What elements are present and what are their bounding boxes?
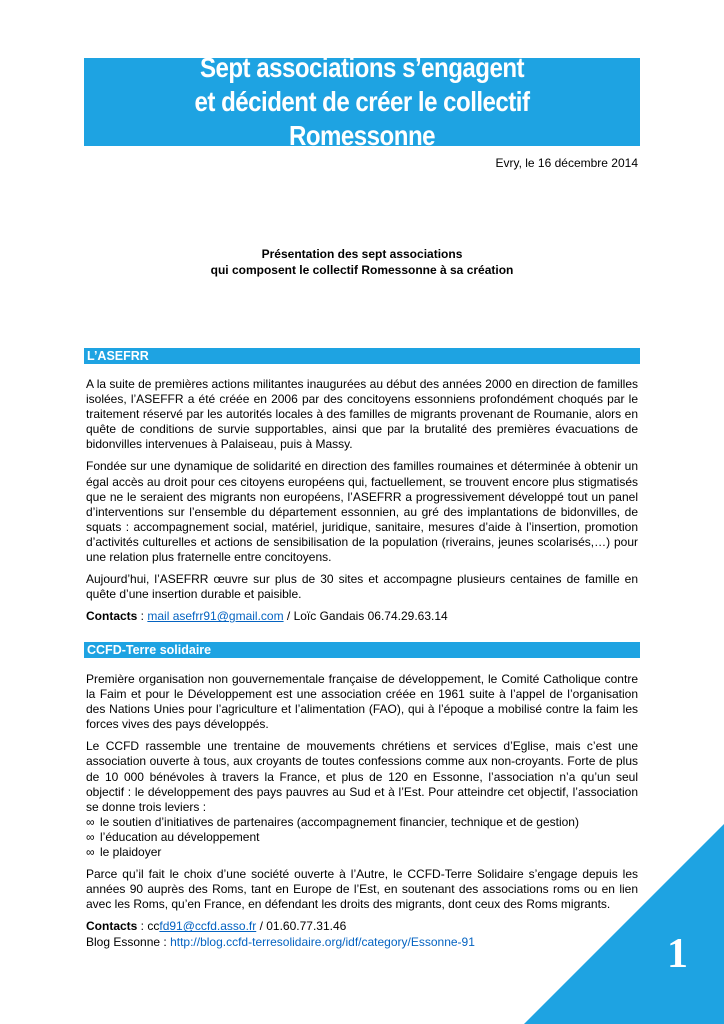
intro-heading [84, 246, 640, 278]
paragraph: Fondée sur une dynamique de solidarité en direction des familles roumaines et déterminée à obtenir un égal accès au droit pour ces citoyens européens qui, factuellement, se trouvent encore plus stigmatisés que ne le seraient des migrants non européens, l’ASEFRR a progressivement développé tout un panel d’interventions sur l’ensemble du département essonnien, au gré des implantations de bidonvilles, de squats : accompagnement social, matériel, juridique, sanitaire, mesures d’aide à l’insertion, promotion d’activités culturelles et actions de sensibilisation de la population (riverains, jeunes scolarisés,…) pour une relation plus fraternelle entre concitoyens. [86, 459, 638, 565]
list-item: ∞ le soutien d’initiatives de partenaires (accompagnement financier, technique et de gestion) [86, 814, 579, 829]
infinity-bullet-icon: ∞ [86, 829, 95, 844]
infinity-bullet-icon: ∞ [86, 845, 95, 860]
contacts-label: Contacts [86, 919, 138, 934]
section-body-asefrr [86, 377, 638, 631]
title-banner [84, 52, 640, 151]
document-date: Evry, le 16 décembre 2014 [495, 156, 638, 170]
title-line-2: et décident de créer le collectif Romessonne [194, 86, 530, 151]
paragraph: Aujourd’hui, l’ASEFRR œuvre sur plus de 30 sites et accompagne plusieurs centaines de famille en quête d’une insertion durable et paisible. [86, 572, 638, 602]
paragraph: Le CCFD rassemble une trentaine de mouvements chrétiens et services d’Eglise, mais c’est une association ouverte à tous, aux croyants de toutes confessions comme aux non-croyants. Forte de plus de 10 000 bénévoles à travers la France, et plus de 120 en Essonne, l’association n’a qu’un seul objectif : le développement des pays pauvres au Sud et à l’Est. Pour atteindre cet objectif, l’association se donne trois leviers : [86, 739, 638, 814]
email-link[interactable]: mail asefrr91@gmail.com [147, 609, 284, 624]
paragraph: Première organisation non gouvernementale française de développement, le Comité Catholique contre la Faim et pour le Développement est une association créée en 1961 suite à l’appel de l’organisation des Nations Unies pour l’agriculture et l’alimentation (FAO), qui à l’époque a mobilisé contre la faim les forces vives des pays développés. [86, 672, 638, 732]
paragraph: A la suite de premières actions militantes inaugurées au début des années 2000 en direction de familles isolées, l’ASEFFR a été créée en 2006 par des concitoyens essonniens profondément choqués par le traitement réservé par les autorités locales à des familles de migrants provenant de Roumanie, alors en quête de conditions de survie supportables, ainsi que par la brutalité des premières évacuations de bidonvilles intervenues à Palaiseau, puis à Massy. [86, 377, 638, 452]
section-heading-asefrr: L’ASEFRR [84, 348, 640, 364]
contact-phone: / Loïc Gandais 06.74.29.63.14 [283, 609, 448, 624]
blog-link[interactable]: http://blog.ccfd-terresolidaire.org/idf/category/Essonne-91 [170, 934, 475, 949]
contacts-separator: : [137, 609, 148, 624]
corner-triangle [524, 824, 724, 1024]
list-item: ∞ l’éducation au développement [86, 829, 260, 844]
intro-line-1: Présentation des sept associations [261, 247, 463, 261]
infinity-bullet-icon: ∞ [86, 814, 95, 829]
blog-label: Blog Essonne : [86, 934, 171, 949]
title-line-1: Sept associations s’engagent [199, 52, 525, 83]
contacts-line [86, 609, 638, 624]
paragraph: Parce qu’il fait le choix d’une société ouverte à l’Autre, le CCFD-Terre Solidaire s’engage depuis les années 90 auprès des Roms, tant en Europe de l’Est, en soutenant des associations roms ou en lien avec les Roms, qu’en France, en défendant les droits des migrants, dont ceux des Roms migrants. [86, 867, 638, 912]
intro-line-2: qui composent le collectif Romessonne à sa création [210, 263, 514, 277]
list-item: ∞ le plaidoyer [86, 845, 162, 860]
section-heading-ccfd: CCFD-Terre solidaire [84, 642, 640, 658]
contact-phone: / 01.60.77.31.46 [256, 919, 347, 934]
contacts-separator: : cc [137, 919, 160, 934]
email-link[interactable]: fd91@ccfd.asso.fr [159, 919, 257, 934]
contacts-label: Contacts [86, 609, 138, 624]
page-number: 1 [667, 931, 688, 977]
